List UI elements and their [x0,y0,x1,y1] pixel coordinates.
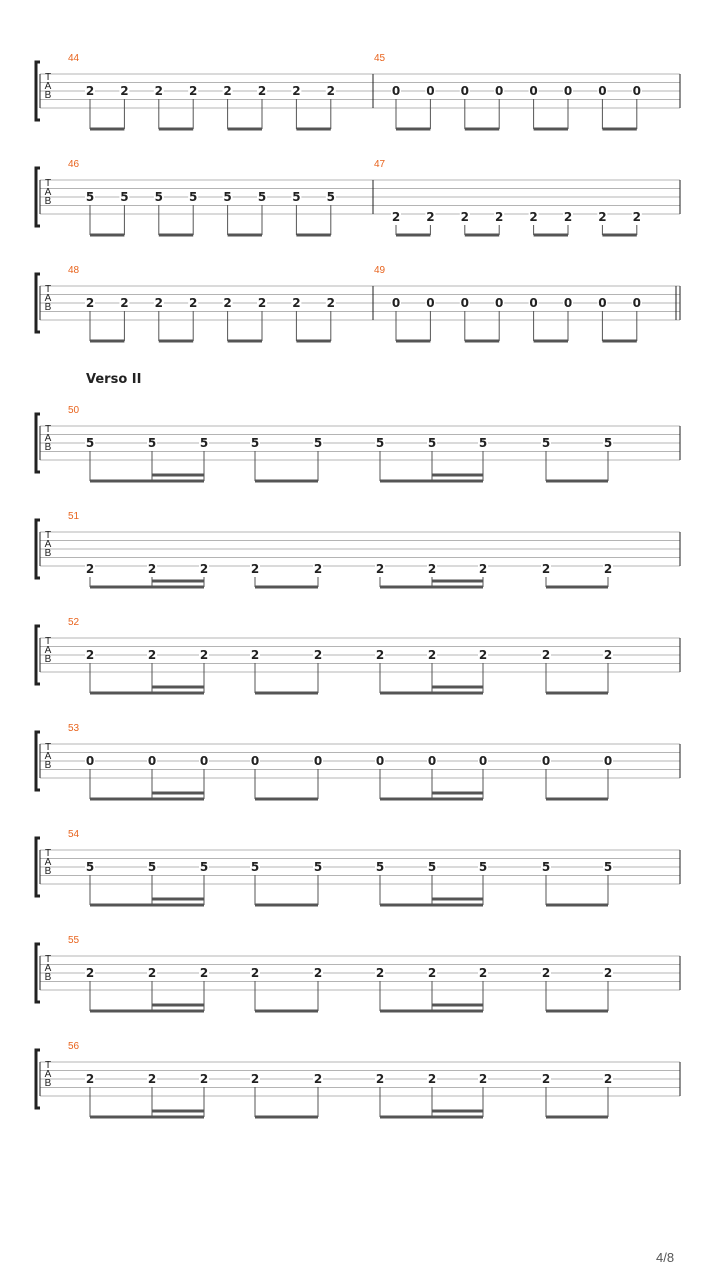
fret-number: 2 [375,648,385,662]
measure-number: 49 [374,265,386,276]
tab-letter: A [44,187,52,198]
tab-letter: T [44,636,52,647]
fret-number: 0 [85,754,95,768]
fret-number: 5 [292,190,301,204]
fret-number: 0 [541,754,551,768]
fret-number: 0 [199,754,209,768]
fret-number: 2 [460,210,469,224]
fret-number: 2 [292,84,301,98]
fret-number: 5 [147,860,157,874]
measure-number: 50 [68,405,80,416]
fret-number: 5 [427,860,437,874]
fret-number: 5 [147,436,157,450]
fret-number: 2 [541,1072,551,1086]
tab-letter: T [44,530,52,541]
fret-number: 5 [541,436,551,450]
tab-system [36,829,680,905]
measure-number: 46 [68,159,80,170]
tab-letter: T [44,1060,52,1071]
fret-number: 2 [85,562,95,576]
system-bracket [36,838,40,896]
fret-number: 2 [189,84,198,98]
tab-letter: A [44,857,52,868]
fret-number: 2 [598,210,607,224]
fret-number: 2 [147,562,157,576]
fret-number: 2 [603,562,613,576]
fret-number: 2 [147,648,157,662]
fret-number: 5 [375,860,385,874]
fret-number: 0 [391,296,401,310]
fret-number: 2 [541,648,551,662]
fret-number: 2 [85,84,95,98]
fret-number: 0 [426,84,435,98]
fret-number: 2 [603,1072,613,1086]
system-bracket [36,732,40,790]
tab-letter: A [44,81,52,92]
fret-number: 5 [85,860,95,874]
tab-letter: T [44,848,52,859]
fret-number: 2 [313,562,323,576]
fret-number: 5 [120,190,129,204]
tab-letter: B [44,654,52,665]
fret-number: 2 [495,210,504,224]
fret-number: 0 [603,754,613,768]
tab-letter: A [44,1069,52,1080]
measure-number: 45 [374,53,386,64]
fret-number: 2 [85,296,95,310]
measure-number: 51 [68,511,80,522]
measure-number: 54 [68,829,80,840]
fret-number: 2 [189,296,198,310]
fret-number: 2 [478,562,488,576]
fret-number: 5 [250,860,260,874]
fret-number: 5 [603,436,613,450]
fret-number: 0 [495,84,504,98]
tab-letter: T [44,742,52,753]
tab-letter: T [44,954,52,965]
fret-number: 5 [478,436,488,450]
fret-number: 0 [529,296,538,310]
tab-system [36,617,680,693]
page-number: 4/8 [656,1250,675,1265]
fret-number: 2 [154,84,163,98]
fret-number: 5 [250,436,260,450]
tab-letter: B [44,760,52,771]
measure-number: 47 [374,159,386,170]
fret-number: 2 [478,1072,488,1086]
fret-number: 2 [427,648,437,662]
fret-number: 5 [313,860,323,874]
fret-number: 5 [541,860,551,874]
fret-number: 2 [375,562,385,576]
fret-number: 0 [632,296,641,310]
fret-number: 2 [85,966,95,980]
system-bracket [36,1050,40,1108]
tab-letter: T [44,178,52,189]
tab-letter: A [44,539,52,550]
fret-number: 0 [250,754,260,768]
tab-letter: B [44,972,52,983]
system-bracket [36,944,40,1002]
tab-letter: B [44,196,52,207]
fret-number: 0 [427,754,437,768]
fret-number: 2 [199,648,209,662]
fret-number: 5 [478,860,488,874]
fret-number: 2 [120,84,129,98]
tab-letter: T [44,72,52,83]
tab-letter: B [44,442,52,453]
tab-system [36,53,680,129]
tab-system [36,935,680,1011]
fret-number: 2 [541,562,551,576]
measure-number: 56 [68,1041,80,1052]
fret-number: 5 [199,860,209,874]
fret-number: 0 [391,84,401,98]
section-label: Verso II [86,372,142,387]
fret-number: 5 [85,436,95,450]
fret-number: 0 [460,296,469,310]
measure-number: 55 [68,935,80,946]
fret-number: 2 [313,1072,323,1086]
fret-number: 2 [250,966,260,980]
tab-letter: A [44,433,52,444]
fret-number: 2 [529,210,538,224]
tab-system [36,159,680,235]
tab-letter: B [44,866,52,877]
fret-number: 0 [426,296,435,310]
fret-number: 0 [598,84,607,98]
system-bracket [36,520,40,578]
fret-number: 2 [563,210,573,224]
fret-number: 0 [598,296,607,310]
fret-number: 2 [250,1072,260,1086]
fret-number: 2 [250,648,260,662]
fret-number: 2 [426,210,435,224]
fret-number: 5 [427,436,437,450]
fret-number: 2 [375,1072,385,1086]
tab-letter: B [44,1078,52,1089]
fret-number: 2 [427,1072,437,1086]
tab-letter: A [44,963,52,974]
fret-number: 5 [257,190,267,204]
fret-number: 2 [375,966,385,980]
measure-number: 53 [68,723,80,734]
fret-number: 0 [478,754,488,768]
system-bracket [36,626,40,684]
fret-number: 2 [199,562,209,576]
fret-number: 0 [495,296,504,310]
tab-system [36,265,680,341]
fret-number: 0 [147,754,157,768]
fret-number: 2 [257,296,267,310]
fret-number: 5 [199,436,209,450]
fret-number: 2 [223,84,232,98]
fret-number: 5 [189,190,198,204]
fret-number: 2 [313,648,323,662]
fret-number: 2 [603,648,613,662]
fret-number: 0 [313,754,323,768]
measure-number: 44 [68,53,80,64]
fret-number: 2 [603,966,613,980]
fret-number: 2 [199,966,209,980]
fret-number: 2 [147,1072,157,1086]
fret-number: 2 [427,966,437,980]
tab-letter: A [44,293,52,304]
fret-number: 2 [257,84,267,98]
system-bracket [36,168,40,226]
fret-number: 2 [478,966,488,980]
tab-system [36,405,680,481]
fret-number: 2 [313,966,323,980]
system-bracket [36,62,40,120]
fret-number: 2 [250,562,260,576]
fret-number: 5 [375,436,385,450]
tab-letter: A [44,751,52,762]
fret-number: 2 [632,210,641,224]
fret-number: 5 [223,190,232,204]
fret-number: 2 [120,296,129,310]
fret-number: 2 [147,966,157,980]
fret-number: 2 [326,84,335,98]
fret-number: 5 [85,190,95,204]
fret-number: 2 [326,296,335,310]
fret-number: 2 [154,296,163,310]
fret-number: 5 [154,190,163,204]
fret-number: 5 [603,860,613,874]
fret-number: 2 [391,210,401,224]
fret-number: 2 [478,648,488,662]
fret-number: 2 [292,296,301,310]
tab-letter: T [44,284,52,295]
tab-letter: B [44,90,52,101]
fret-number: 2 [427,562,437,576]
system-bracket [36,414,40,472]
fret-number: 2 [85,1072,95,1086]
tab-letter: T [44,424,52,435]
tab-system [36,1041,680,1117]
tab-letter: A [44,645,52,656]
fret-number: 0 [563,296,573,310]
measure-number: 52 [68,617,80,628]
system-bracket [36,274,40,332]
fret-number: 0 [375,754,385,768]
tab-letter: B [44,548,52,559]
tab-system [36,511,680,587]
fret-number: 2 [223,296,232,310]
measure-number: 48 [68,265,80,276]
tab-letter: B [44,302,52,313]
fret-number: 0 [632,84,641,98]
fret-number: 5 [326,190,335,204]
fret-number: 0 [563,84,573,98]
fret-number: 5 [313,436,323,450]
fret-number: 2 [541,966,551,980]
fret-number: 2 [199,1072,209,1086]
fret-number: 0 [529,84,538,98]
fret-number: 2 [85,648,95,662]
fret-number: 0 [460,84,469,98]
tab-system [36,723,680,799]
